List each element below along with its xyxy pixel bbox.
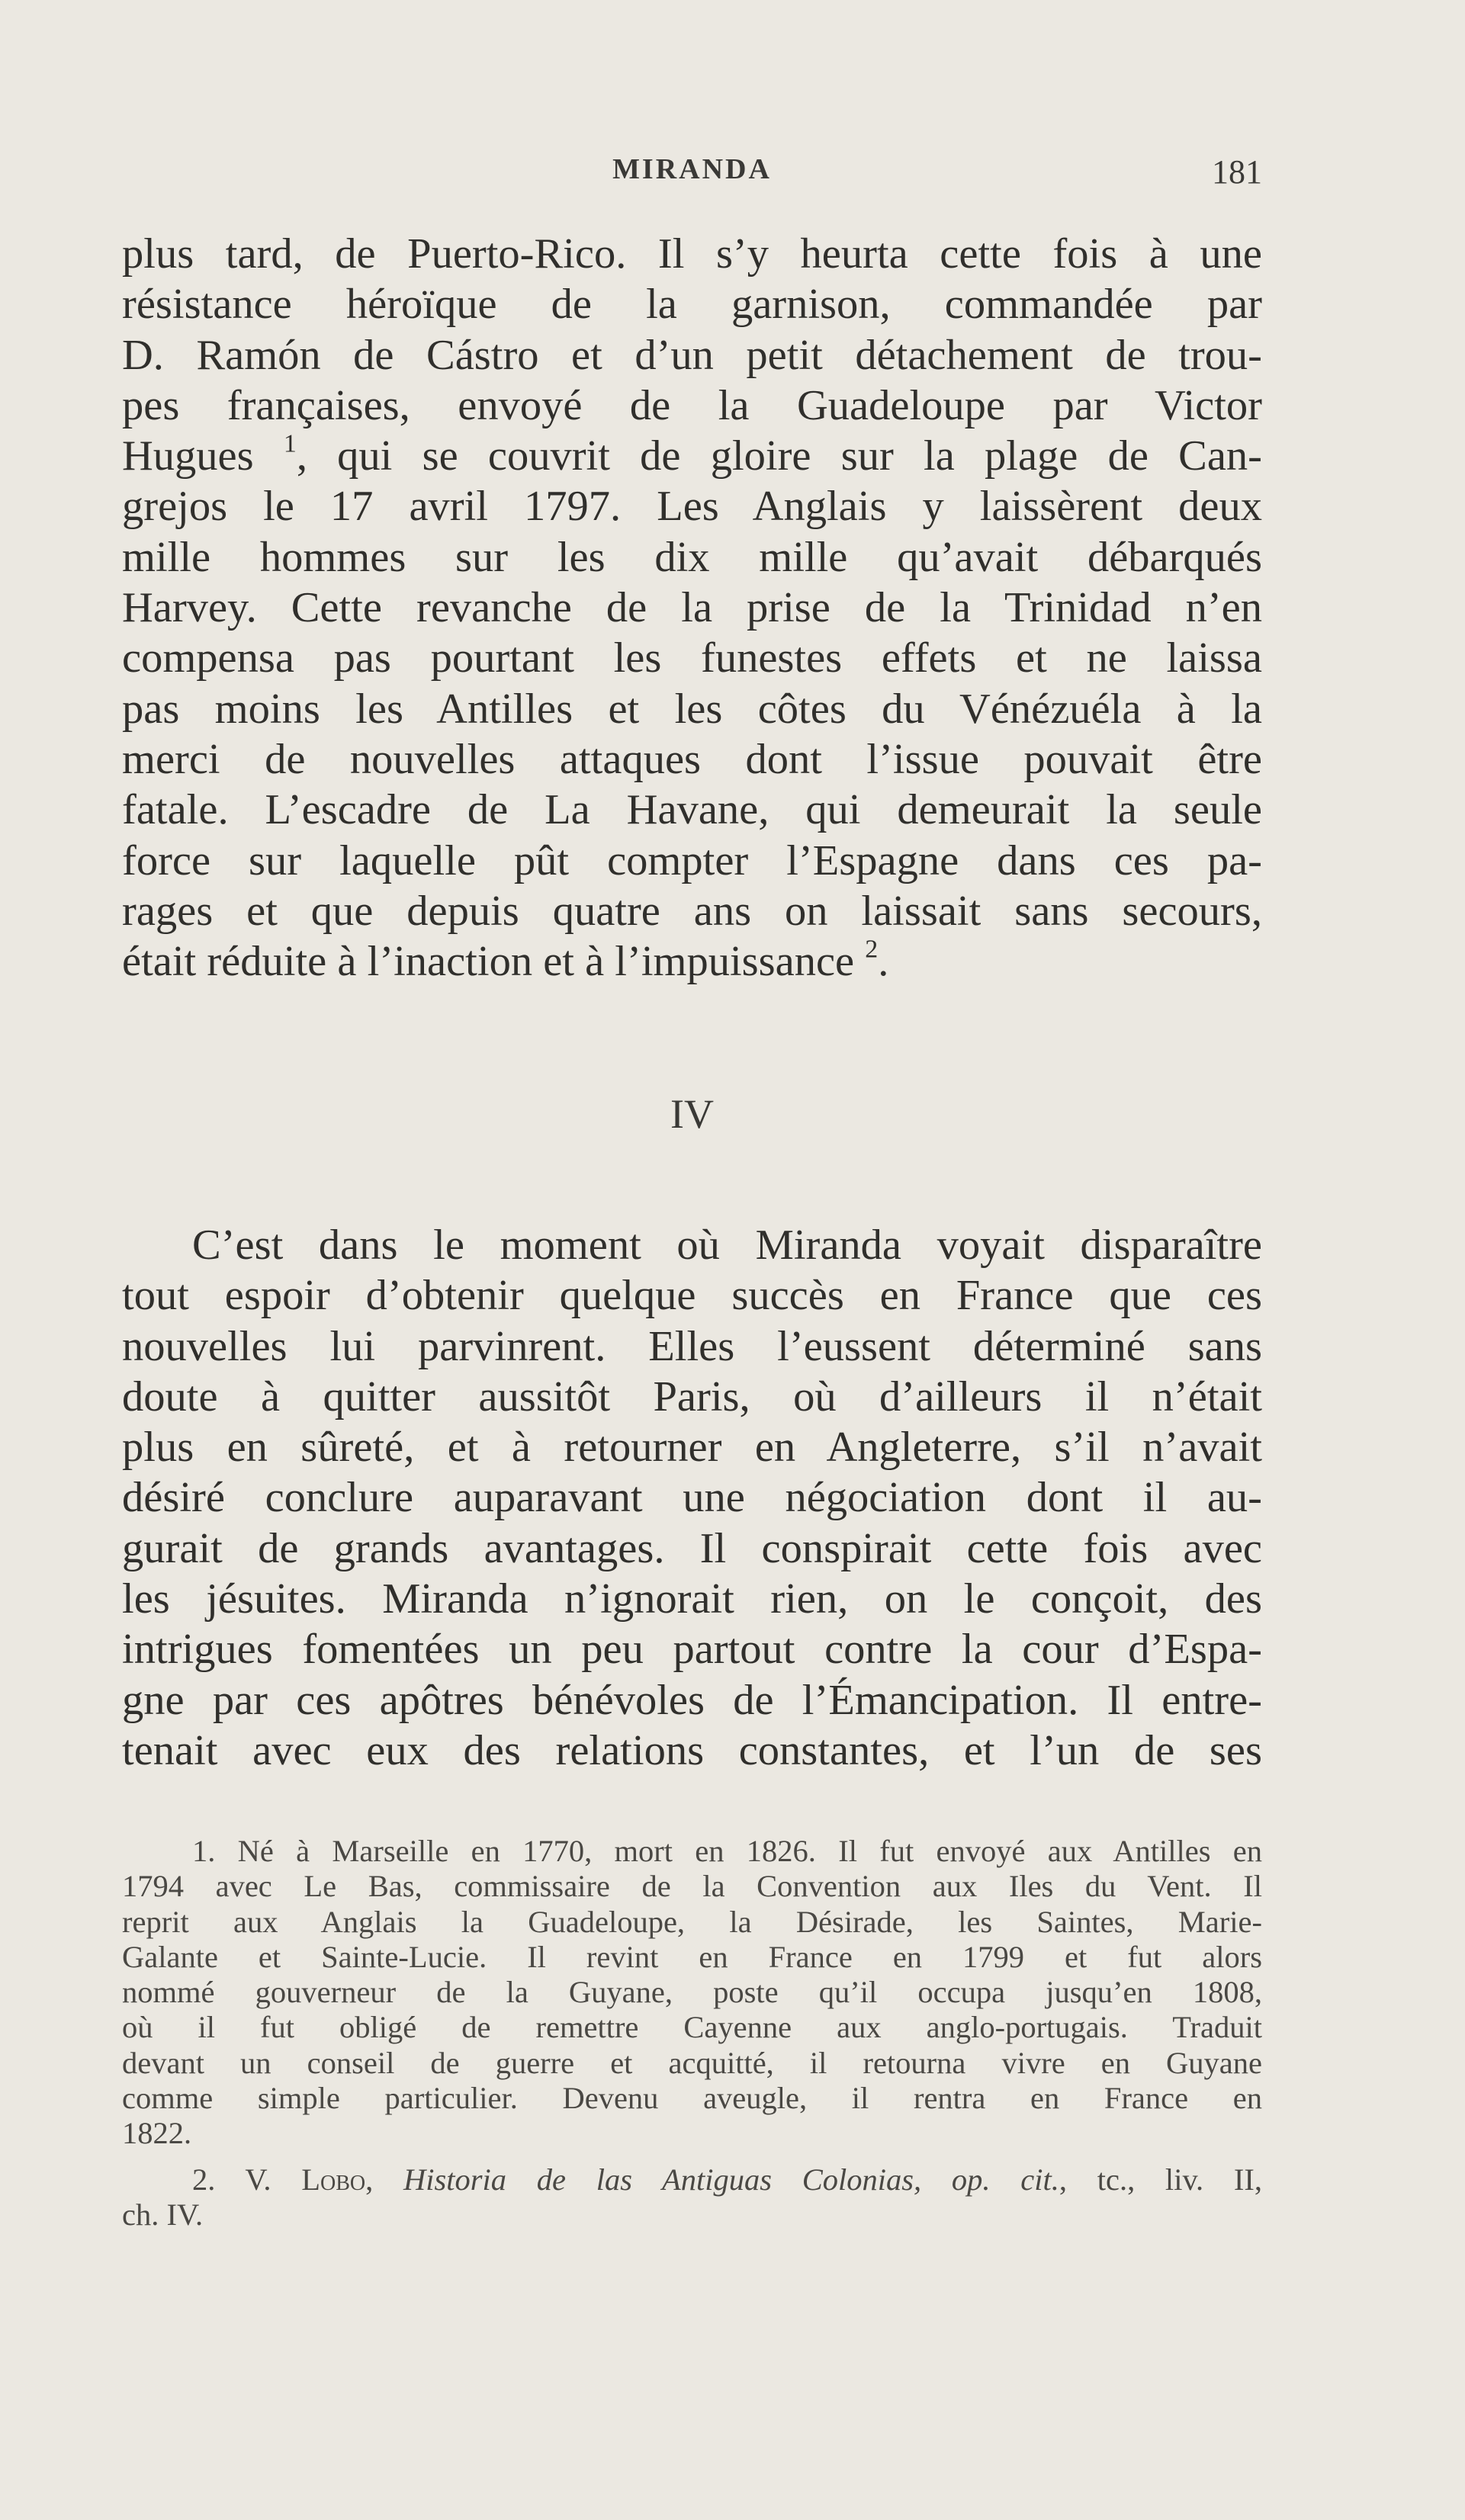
text-line: nouvelles lui parvinrent. Elles l’eussent déterminé sans [122,1322,1262,1370]
text-line: mille hommes sur les dix mille qu’avait débarqués [122,533,1262,581]
text-line: tenait avec eux des relations constantes, et l’un de ses [122,1726,1262,1774]
text-line: compensa pas pourtant les funestes effets et ne laissa [122,634,1262,682]
footnote-2-line: ch. IV. [122,2197,204,2232]
text-line: Harvey. Cette revanche de la prise de la Trinidad n’en [122,584,1262,632]
text-line: désiré conclure auparavant une négociation dont il au- [122,1474,1262,1522]
text-line: C’est dans le moment où Miranda voyait disparaître [192,1221,1262,1269]
footnote-ref-1: 1 [283,429,297,458]
text-line: D. Ramón de Cástro et d’un petit détachement de trou- [122,331,1262,379]
text-line: force sur laquelle pût compter l’Espagne dans ces pa- [122,836,1262,884]
footnote-2-comma: , [365,2162,404,2197]
footnote-2-title: Historia de las Antiguas Colonias, op. cit. [403,2162,1059,2197]
text-line: pas moins les Antilles et les côtes du Vénézuéla à la [122,685,1262,733]
footnote-1-line: 1. Né à Marseille en 1770, mort en 1826. Il fut envoyé aux Antilles en [192,1834,1262,1868]
text-line: rages et que depuis quatre ans on laissait sans secours, [122,887,1262,935]
footnote-2-line [122,2162,1262,2197]
text-segment: était réduite à l’inaction et à l’impuissance [122,938,855,986]
page-number: 181 [1212,153,1262,191]
text-line: les jésuites. Miranda n’ignorait rien, on le conçoit, des [122,1575,1262,1623]
text-line: tout espoir d’obtenir quelque succès en France que ces [122,1272,1262,1320]
text-segment: , qui se couvrit de gloire sur la plage de Can- [296,432,1263,480]
text-line: gne par ces apôtres bénévoles de l’Émancipation. Il entre- [122,1676,1262,1724]
text-line: grejos le 17 avril 1797. Les Anglais y laissèrent deux [122,483,1262,531]
section-heading: IV [670,1091,714,1137]
footnote-ref-2: 2 [865,935,879,964]
footnote-1-line: 1794 avec Le Bas, commissaire de la Convention aux Iles du Vent. Il [122,1869,1262,1904]
text-line: doute à quitter aussitôt Paris, où d’ailleurs il n’était [122,1372,1262,1421]
text-line [122,936,1262,987]
footnote-gap [122,2152,1262,2162]
footnote-2-suffix: , tc., liv. II, [1059,2162,1263,2197]
paragraph-2 [122,1220,1262,1776]
running-title: MIRANDA [612,153,772,185]
text-line [122,431,1262,481]
footnote-1-line: comme simple particulier. Devenu aveugle, il rentra en France en [122,2081,1262,2116]
footnote-1-line: nommé gouverneur de la Guyane, poste qu’il occupa jusqu’en 1808, [122,1975,1262,2010]
text-line: pes françaises, envoyé de la Guadeloupe par Victor [122,381,1262,429]
text-line: fatale. L’escadre de La Havane, qui demeurait la seule [122,786,1262,834]
footnote-1-line: où il fut obligé de remettre Cayenne aux anglo-portugais. Traduit [122,2010,1262,2045]
text-line: plus en sûreté, et à retourner en Angleterre, s’il n’avait [122,1424,1262,1472]
text-line: merci de nouvelles attaques dont l’issue pouvait être [122,735,1262,783]
footnote-1-line: devant un conseil de guerre et acquitté, il retourna vivre en Guyane [122,2045,1262,2080]
footnote-1-line: Galante et Sainte-Lucie. Il revint en France en 1799 et fut alors [122,1939,1262,1974]
footnote-2-prefix: 2. V. [192,2162,302,2197]
footnote-2-author: Lobo [301,2162,366,2197]
text-line: intrigues fomentées un peu partout contre la cour d’Espa- [122,1626,1262,1674]
paragraph-1 [122,229,1262,987]
text-segment: . [878,938,889,986]
footnote-1-line: reprit aux Anglais la Guadeloupe, la Désirade, les Saintes, Marie- [122,1904,1262,1939]
text-line: gurait de grands avantages. Il conspirait cette fois avec [122,1524,1262,1572]
footnotes [122,1834,1262,2233]
footnote-1-line: 1822. [122,2116,192,2151]
text-line: résistance héroïque de la garnison, commandée par [122,281,1262,329]
text-segment: Hugues [122,432,254,480]
running-head [122,152,1262,198]
text-line: plus tard, de Puerto-Rico. Il s’y heurta cette fois à une [122,230,1262,278]
